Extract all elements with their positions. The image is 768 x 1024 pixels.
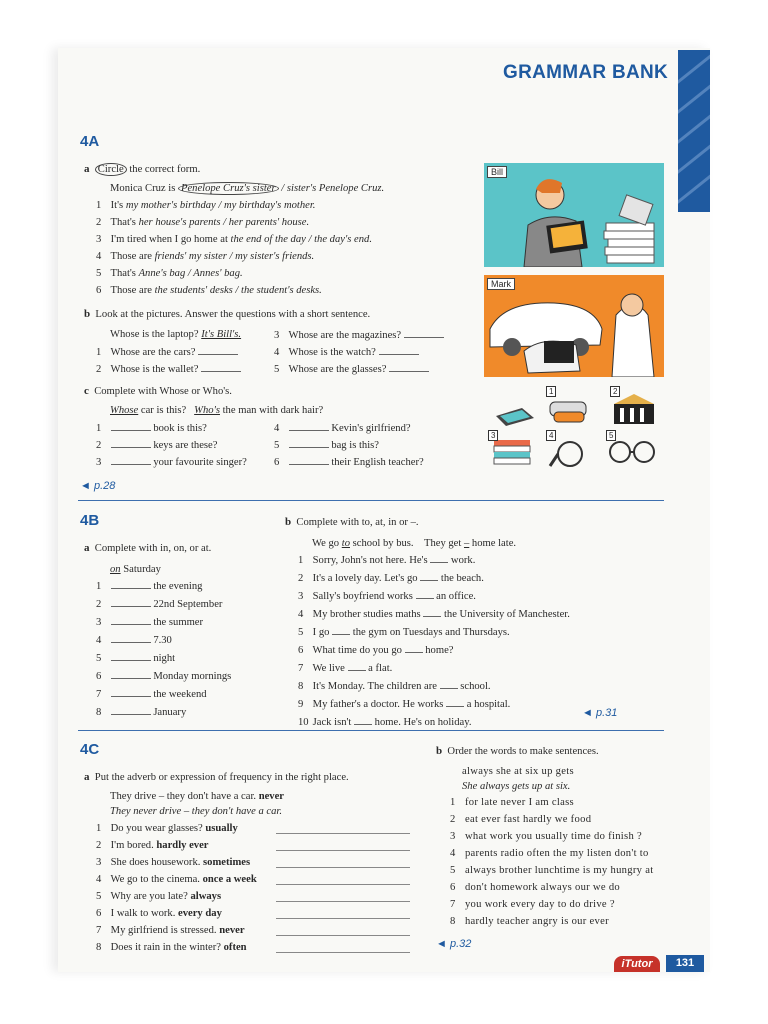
4a-c-instruction: c Complete with Whose or Who's. [84, 385, 232, 397]
section-4a-heading: 4A [80, 133, 100, 150]
4b-a-instruction: a Complete with in, on, or at. [84, 542, 212, 554]
4c-a-example-question: They drive – they don't have a car. never [110, 791, 284, 802]
example-answer: Penelope Cruz's sister [178, 182, 279, 195]
list-item: 5 Whose are the glasses? [274, 362, 429, 377]
bill-label: Bill [487, 166, 507, 178]
page-reference-link[interactable]: ◄ p.28 [80, 480, 116, 492]
list-item: 10 Jack isn't home. He's on holiday. [298, 717, 472, 728]
4c-a-items [96, 822, 412, 955]
4c-b-items [450, 796, 653, 929]
list-item: 2 keys are these? [96, 440, 218, 451]
picture-number: 2 [610, 386, 620, 397]
list-item: 7 the weekend [96, 689, 207, 700]
list-item: 5 bag is this? [274, 440, 379, 451]
page-number: 131 [666, 955, 704, 972]
picture-number: 5 [606, 430, 616, 441]
man-with-cars-icon [484, 275, 664, 377]
4a-a-example: Monica Cruz is Penelope Cruz's sister / sister's Penelope Cruz. [110, 183, 385, 194]
4b-a-items [96, 579, 231, 720]
list-item: 2 Whose is the wallet? [96, 362, 241, 377]
section-divider [78, 730, 664, 731]
list-item: 4 My brother studies maths the University of Manchester. [298, 609, 570, 620]
man-with-laptop-icon [484, 163, 664, 267]
list-item: 8 hardly teacher angry is our ever [450, 916, 609, 927]
4a-b-example: Whose is the laptop? It's Bill's. [110, 329, 242, 340]
list-item: 4 We go to the cinema. once a week [96, 873, 412, 887]
list-item: 6 don't homework always our we do [450, 882, 621, 893]
4b-b-items [298, 553, 570, 730]
list-item: 5 Why are you late? always [96, 890, 412, 904]
page-title: GRAMMAR BANK [503, 62, 669, 83]
picture-number: 4 [546, 430, 556, 441]
4c-a-example-answer: They never drive – they don't have a car. [110, 806, 283, 817]
list-item: 1 Whose are the cars? [96, 345, 238, 360]
exercise-letter: a [84, 163, 90, 175]
list-item: 2 It's a lovely day. Let's go the beach. [298, 573, 484, 584]
list-item: 8 January [96, 707, 187, 718]
4a-b-instruction: b Look at the pictures. Answer the questions with a short sentence. [84, 308, 371, 320]
back-arrow-icon: ◄ [582, 707, 596, 719]
list-item: 5 always brother lunchtime is my hungry at [450, 865, 654, 876]
list-item: 1 It's my mother's birthday / my birthday's mother. [96, 200, 316, 211]
4c-b-example: always she at six up gets [462, 766, 574, 777]
section-divider [78, 500, 664, 501]
4a-a-instruction [84, 162, 200, 177]
list-item: 6 Monday mornings [96, 671, 232, 682]
list-item: 3 Sally's boyfriend works an office. [298, 591, 476, 602]
section-4c-heading: 4C [80, 741, 100, 758]
list-item: 4 Those are friends' my sister / my sister's friends. [96, 251, 315, 262]
4b-b-example: We go to school by bus. They get – home late. [312, 538, 517, 549]
list-item: 7 We live a flat. [298, 663, 393, 674]
bill-picture [484, 163, 664, 267]
list-item: 3 Whose are the magazines? [274, 328, 444, 343]
circle-word: Circle [95, 163, 127, 176]
list-item: 2 22nd September [96, 599, 223, 610]
list-item: 3 the summer [96, 617, 204, 628]
4b-a-example: on Saturday [110, 564, 161, 575]
list-item: 3 your favourite singer? [96, 457, 247, 468]
list-item: 4 Whose is the watch? [274, 345, 419, 360]
list-item: 5 night [96, 653, 176, 664]
list-item: 1 Sorry, John's not here. He's work. [298, 555, 476, 566]
list-item: 4 parents radio often the my listen don't to [450, 848, 649, 859]
list-item: 5 I go the gym on Tuesdays and Thursdays. [298, 627, 510, 638]
list-item: 6 Those are the students' desks / the student's desks. [96, 285, 322, 296]
page-reference-link[interactable]: ◄ p.31 [582, 707, 618, 719]
picture-number: 1 [546, 386, 556, 397]
list-item: 1 for late never I am class [450, 797, 574, 808]
list-item: 8 Does it rain in the winter? often [96, 941, 412, 955]
objects-icon [488, 386, 664, 472]
back-arrow-icon: ◄ [436, 938, 450, 950]
list-item: 5 That's Anne's bag / Annes' bag. [96, 268, 243, 279]
page-reference-link[interactable]: ◄ p.32 [436, 938, 472, 950]
itutor-logo: iTutor [614, 956, 660, 972]
tab-stripes-icon [678, 50, 710, 212]
mark-label: Mark [487, 278, 515, 290]
numbered-pictures [488, 386, 664, 472]
list-item: 6 their English teacher? [274, 457, 424, 468]
list-item: 8 It's Monday. The children are school. [298, 681, 491, 692]
4c-a-instruction: a Put the adverb or expression of frequency in the right place. [84, 771, 349, 783]
list-item: 3 I'm tired when I go home at the end of the day / the day's end. [96, 234, 372, 245]
picture-number: 3 [488, 430, 498, 441]
list-item: 1 book is this? [96, 423, 207, 434]
4c-b-instruction: b Order the words to make sentences. [436, 745, 599, 757]
back-arrow-icon: ◄ [80, 480, 94, 492]
list-item: 7 you work every day to do drive ? [450, 899, 615, 910]
4c-b-example-answer: She always gets up at six. [462, 781, 571, 792]
section-tab [678, 50, 710, 212]
list-item: 3 She does housework. sometimes [96, 856, 412, 870]
list-item: 9 My father's a doctor. He works a hospital. [298, 699, 511, 710]
list-item: 2 eat ever fast hardly we food [450, 814, 592, 825]
instruction-text: the correct form. [129, 164, 201, 175]
mark-picture [484, 275, 664, 377]
list-item: 3 what work you usually time do finish ? [450, 831, 643, 842]
list-item: 4 7.30 [96, 635, 172, 646]
list-item: 2 I'm bored. hardly ever [96, 839, 412, 853]
4a-c-example: Whose car is this? Who's the man with dark hair? [110, 405, 324, 416]
4b-b-instruction: b Complete with to, at, in or –. [285, 516, 419, 528]
list-item: 6 I walk to work. every day [96, 907, 412, 921]
list-item: 2 That's her house's parents / her parents' house. [96, 217, 310, 228]
section-4b-heading: 4B [80, 512, 100, 529]
list-item: 1 Do you wear glasses? usually [96, 822, 412, 836]
list-item: 1 the evening [96, 581, 203, 592]
list-item: 4 Kevin's girlfriend? [274, 423, 411, 434]
4a-a-items [96, 199, 372, 298]
list-item: 7 My girlfriend is stressed. never [96, 924, 412, 938]
list-item: 6 What time do you go home? [298, 645, 454, 656]
